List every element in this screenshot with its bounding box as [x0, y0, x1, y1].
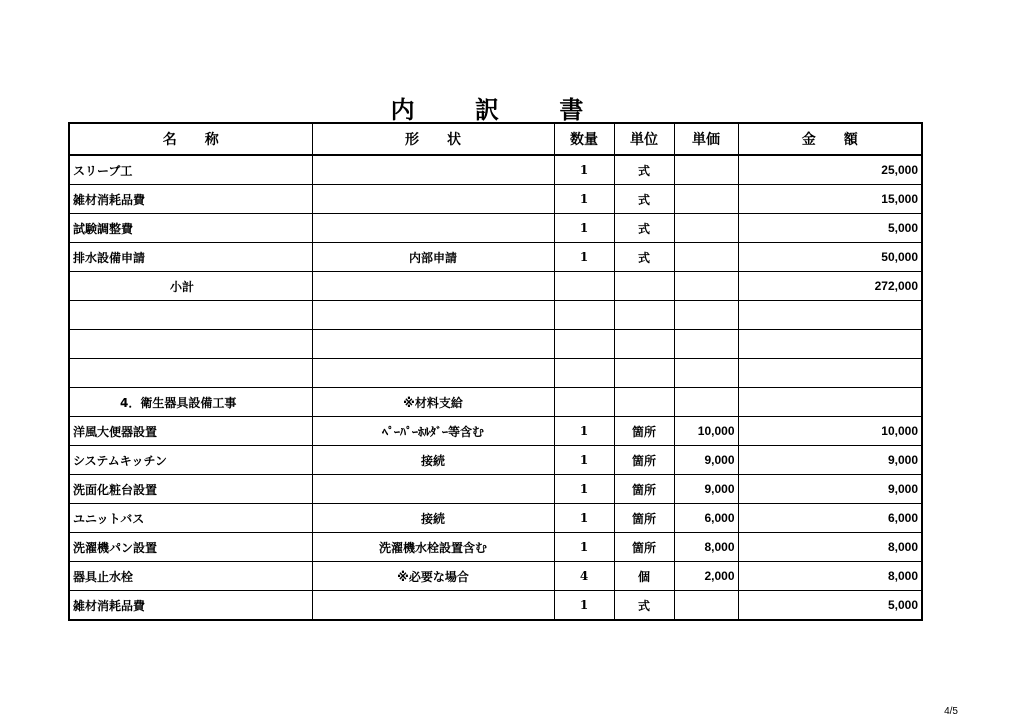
cell-price	[674, 272, 738, 301]
cell-amount	[738, 359, 922, 388]
cell-price	[674, 591, 738, 621]
cell-name: スリーブ工	[69, 155, 312, 185]
cell-name	[69, 330, 312, 359]
cell-unit: 式	[614, 155, 674, 185]
cell-spec	[312, 475, 554, 504]
cell-spec: 内部申請	[312, 243, 554, 272]
cell-amount	[738, 388, 922, 417]
table-row	[69, 417, 922, 446]
table-row	[69, 155, 922, 185]
cell-name: システムキッチン	[69, 446, 312, 475]
cell-unit	[614, 359, 674, 388]
cell-name: 洗面化粧台設置	[69, 475, 312, 504]
cell-unit: 個	[614, 562, 674, 591]
table-row	[69, 214, 922, 243]
cell-unit	[614, 301, 674, 330]
page-number: 4/5	[944, 706, 958, 717]
cell-spec: 接続	[312, 446, 554, 475]
cell-unit	[614, 330, 674, 359]
cell-price	[674, 388, 738, 417]
table-row	[69, 388, 922, 417]
cell-unit: 箇所	[614, 417, 674, 446]
cell-price	[674, 214, 738, 243]
cell-amount: 8,000	[738, 533, 922, 562]
header-unit: 単位	[614, 123, 674, 155]
cell-name: 器具止水栓	[69, 562, 312, 591]
cell-spec: 洗濯機水栓設置含む	[312, 533, 554, 562]
cell-unit: 箇所	[614, 475, 674, 504]
cell-qty: 1	[554, 155, 614, 185]
cell-price: 10,000	[674, 417, 738, 446]
cell-price	[674, 155, 738, 185]
cell-qty	[554, 301, 614, 330]
cell-price: 9,000	[674, 475, 738, 504]
cell-name	[69, 301, 312, 330]
cell-spec	[312, 272, 554, 301]
cell-spec	[312, 591, 554, 621]
cell-price	[674, 243, 738, 272]
table-row	[69, 533, 922, 562]
header-spec: 形 状	[312, 123, 554, 155]
cell-qty: 4	[554, 562, 614, 591]
cell-unit: 箇所	[614, 446, 674, 475]
cell-amount	[738, 301, 922, 330]
cell-price: 2,000	[674, 562, 738, 591]
cell-name	[69, 359, 312, 388]
header-name: 名 称	[69, 123, 312, 155]
cell-unit	[614, 388, 674, 417]
cell-price: 6,000	[674, 504, 738, 533]
cell-qty: 1	[554, 417, 614, 446]
cell-amount: 50,000	[738, 243, 922, 272]
table-row	[69, 475, 922, 504]
cell-qty	[554, 272, 614, 301]
table-row	[69, 504, 922, 533]
cell-qty: 1	[554, 185, 614, 214]
cell-spec: 接続	[312, 504, 554, 533]
cell-name: ユニットバス	[69, 504, 312, 533]
cell-name: 試験調整費	[69, 214, 312, 243]
cell-qty: 1	[554, 475, 614, 504]
table-header-row	[69, 123, 922, 155]
table-row	[69, 185, 922, 214]
cell-qty: 1	[554, 591, 614, 621]
table-row	[69, 272, 922, 301]
cell-unit: 式	[614, 185, 674, 214]
cell-price	[674, 185, 738, 214]
cell-price	[674, 301, 738, 330]
cell-spec	[312, 214, 554, 243]
cell-amount: 9,000	[738, 446, 922, 475]
cell-qty: 1	[554, 533, 614, 562]
cell-price	[674, 330, 738, 359]
cell-qty	[554, 359, 614, 388]
cell-name: 小計	[69, 272, 312, 301]
document-title: 内 訳 書	[390, 96, 610, 124]
cell-amount: 15,000	[738, 185, 922, 214]
cell-amount: 25,000	[738, 155, 922, 185]
cell-unit: 式	[614, 214, 674, 243]
cell-amount: 8,000	[738, 562, 922, 591]
cell-unit	[614, 272, 674, 301]
cell-price	[674, 359, 738, 388]
cell-spec: ﾍﾟｰﾊﾟｰﾎﾙﾀﾞｰ等含む	[312, 417, 554, 446]
table-row	[69, 301, 922, 330]
cell-qty	[554, 330, 614, 359]
cell-spec	[312, 155, 554, 185]
cell-spec	[312, 359, 554, 388]
cell-spec: ※材料支給	[312, 388, 554, 417]
cell-unit: 式	[614, 591, 674, 621]
cell-price: 9,000	[674, 446, 738, 475]
cell-qty: 1	[554, 504, 614, 533]
cell-name: 排水設備申請	[69, 243, 312, 272]
cell-amount: 272,000	[738, 272, 922, 301]
cell-amount: 5,000	[738, 214, 922, 243]
cell-amount: 10,000	[738, 417, 922, 446]
cell-unit: 箇所	[614, 533, 674, 562]
cell-name: 雑材消耗品費	[69, 185, 312, 214]
breakdown-table	[68, 122, 923, 621]
header-price: 単価	[674, 123, 738, 155]
cell-spec	[312, 330, 554, 359]
header-amount: 金 額	[738, 123, 922, 155]
table-row	[69, 562, 922, 591]
table-row	[69, 243, 922, 272]
cell-name: 洗濯機パン設置	[69, 533, 312, 562]
table-row	[69, 446, 922, 475]
cell-amount: 6,000	[738, 504, 922, 533]
cell-qty: 1	[554, 214, 614, 243]
cell-amount	[738, 330, 922, 359]
cell-name: 洋風大便器設置	[69, 417, 312, 446]
table-row	[69, 591, 922, 621]
cell-amount: 5,000	[738, 591, 922, 621]
cell-unit: 式	[614, 243, 674, 272]
cell-qty: 1	[554, 446, 614, 475]
cell-name: 4．衛生器具設備工事	[69, 388, 312, 417]
cell-name: 雑材消耗品費	[69, 591, 312, 621]
cell-spec	[312, 185, 554, 214]
cell-amount: 9,000	[738, 475, 922, 504]
cell-qty	[554, 388, 614, 417]
table-row	[69, 359, 922, 388]
cell-qty: 1	[554, 243, 614, 272]
cell-spec: ※必要な場合	[312, 562, 554, 591]
cell-unit: 箇所	[614, 504, 674, 533]
header-qty: 数量	[554, 123, 614, 155]
cell-price: 8,000	[674, 533, 738, 562]
cell-spec	[312, 301, 554, 330]
table-row	[69, 330, 922, 359]
